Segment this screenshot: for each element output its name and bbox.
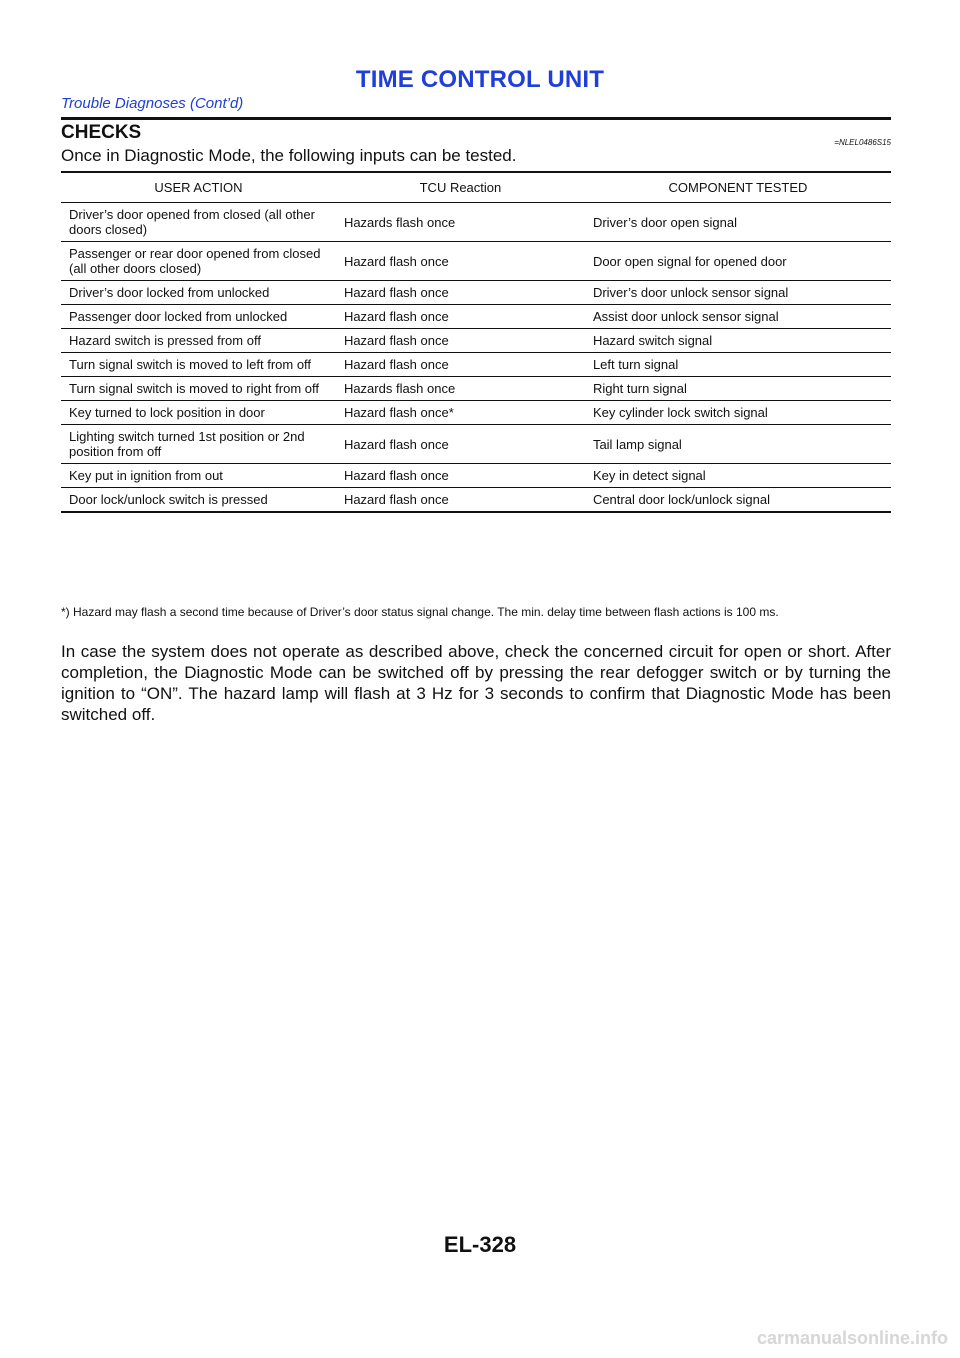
cell-tcu-reaction: Hazard flash once — [336, 305, 585, 329]
table-row — [61, 281, 891, 305]
cell-component-tested: Left turn signal — [585, 353, 891, 377]
table-row — [61, 464, 891, 488]
cell-user-action: Door lock/unlock switch is pressed — [61, 488, 336, 513]
table-row — [61, 329, 891, 353]
cell-tcu-reaction: Hazards flash once — [336, 377, 585, 401]
cell-tcu-reaction: Hazard flash once — [336, 242, 585, 281]
body-paragraph: In case the system does not operate as described above, check the concerned circuit for open or short. After completion, the Diagnostic Mode can be switched off by pressing the rear defogger switch or by turning the ignition to “ON”. The hazard lamp will flash at 3 Hz for 3 seconds to confirm that Diagnostic Mode has been switched off. — [61, 642, 891, 724]
cell-tcu-reaction: Hazard flash once — [336, 353, 585, 377]
table-row — [61, 377, 891, 401]
cell-user-action: Turn signal switch is moved to left from off — [61, 353, 336, 377]
page-number: EL-328 — [443, 1232, 517, 1257]
page-title: TIME CONTROL UNIT — [355, 66, 605, 93]
cell-component-tested: Door open signal for opened door — [585, 242, 891, 281]
cell-component-tested: Hazard switch signal — [585, 329, 891, 353]
cell-tcu-reaction: Hazards flash once — [336, 203, 585, 242]
cell-tcu-reaction: Hazard flash once — [336, 425, 585, 464]
table-row — [61, 353, 891, 377]
header-tcu-reaction: TCU Reaction — [336, 172, 585, 203]
cell-user-action: Passenger door locked from unlocked — [61, 305, 336, 329]
table-row — [61, 425, 891, 464]
header-component-tested: COMPONENT TESTED — [585, 172, 891, 203]
cell-user-action: Key put in ignition from out — [61, 464, 336, 488]
cell-user-action: Driver’s door locked from unlocked — [61, 281, 336, 305]
cell-component-tested: Driver’s door unlock sensor signal — [585, 281, 891, 305]
cell-user-action: Lighting switch turned 1st position or 2nd position from off — [61, 425, 336, 464]
cell-user-action: Passenger or rear door opened from closed (all other doors closed) — [61, 242, 336, 281]
cell-tcu-reaction: Hazard flash once — [336, 329, 585, 353]
section-header — [61, 122, 891, 146]
section-reference-code: =NLEL0486S15 — [834, 138, 891, 147]
cell-tcu-reaction: Hazard flash once — [336, 488, 585, 513]
table-footnote: *) Hazard may flash a second time because of Driver’s door status signal change. The min. delay time between flash actions is 100 ms. — [61, 605, 779, 619]
table-header-row — [61, 172, 891, 203]
cell-tcu-reaction: Hazard flash once — [336, 281, 585, 305]
cell-component-tested: Driver’s door open signal — [585, 203, 891, 242]
table-row — [61, 401, 891, 425]
cell-user-action: Hazard switch is pressed from off — [61, 329, 336, 353]
intro-text: Once in Diagnostic Mode, the following inputs can be tested. — [61, 146, 517, 165]
cell-component-tested: Key in detect signal — [585, 464, 891, 488]
table-row — [61, 488, 891, 513]
cell-component-tested: Central door lock/unlock signal — [585, 488, 891, 513]
cell-component-tested: Tail lamp signal — [585, 425, 891, 464]
table-row — [61, 242, 891, 281]
cell-component-tested: Right turn signal — [585, 377, 891, 401]
cell-user-action: Turn signal switch is moved to right from off — [61, 377, 336, 401]
header-user-action: USER ACTION — [61, 172, 336, 203]
table-row — [61, 305, 891, 329]
cell-tcu-reaction: Hazard flash once — [336, 464, 585, 488]
cell-user-action: Driver’s door opened from closed (all other doors closed) — [61, 203, 336, 242]
checks-table — [61, 171, 891, 513]
cell-tcu-reaction: Hazard flash once* — [336, 401, 585, 425]
cell-component-tested: Assist door unlock sensor signal — [585, 305, 891, 329]
cell-user-action: Key turned to lock position in door — [61, 401, 336, 425]
watermark-text: carmanualsonline.info — [756, 1328, 948, 1348]
page-subtitle: Trouble Diagnoses (Cont’d) — [61, 95, 244, 112]
section-title: CHECKS — [61, 122, 142, 143]
header-rule — [61, 117, 891, 120]
cell-component-tested: Key cylinder lock switch signal — [585, 401, 891, 425]
table-row — [61, 203, 891, 242]
